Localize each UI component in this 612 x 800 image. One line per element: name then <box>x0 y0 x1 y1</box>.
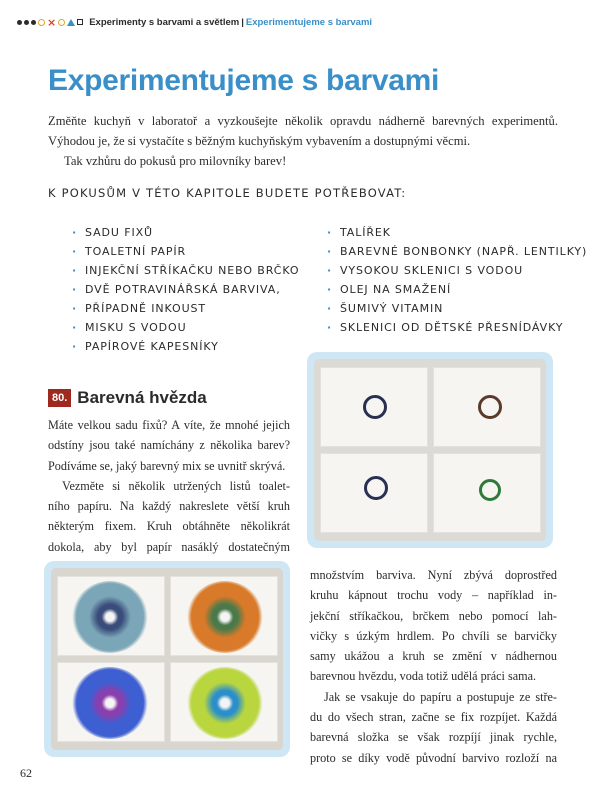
text-line: odstíny jsou také namíchány z několika barev? <box>48 438 290 453</box>
marker-circle <box>479 479 501 501</box>
paper-sheet <box>57 576 165 656</box>
list-item: · VYSOKOU SKLENICI S VODOU <box>327 261 587 280</box>
list-item: · DVĚ POTRAVINÁŘSKÁ BARVIVA, <box>72 280 299 299</box>
list-item: · SKLENICI OD DĚTSKÉ PŘESNÍDÁVKY <box>327 318 587 337</box>
list-item: · BAREVNÉ BONBONKY (NAPŘ. LENTILKY) <box>327 242 587 261</box>
text-line: samy ukážou a kruh se změní v nádhernou <box>310 649 557 664</box>
ring-icon <box>38 19 45 26</box>
text-line: barevná složka se však rozpíjí jinak rychle, <box>310 730 557 745</box>
ring-icon <box>58 19 65 26</box>
header-section: Experimenty s barvami a světlem <box>89 16 240 28</box>
needs-list-left <box>72 223 299 356</box>
photo-content <box>51 568 283 750</box>
photo-color-stars <box>44 561 290 757</box>
text-line: množstvím barviva. Nyní zbývá doprostřed <box>310 568 557 582</box>
page-number: 62 <box>20 766 32 780</box>
text-line: du do všech stran, začne se fix rozpíjet. Každá <box>310 710 557 725</box>
dot-icon <box>17 20 22 25</box>
body-text-right <box>310 565 557 768</box>
list-item: · MISKU S VODOU <box>72 318 299 337</box>
experiment-heading <box>48 388 207 408</box>
intro-paragraph: Tak vzhůru do pokusů pro milovníky barev! <box>64 154 287 168</box>
marker-circle <box>364 476 388 500</box>
list-item: · PAPÍROVÉ KAPESNÍKY <box>72 337 299 356</box>
header-current: Experimentujeme s barvami <box>245 16 373 28</box>
x-mark-icon: × <box>47 15 57 29</box>
paper-sheet <box>320 453 428 533</box>
paper-sheet <box>170 576 278 656</box>
intro-paragraph: Změňte kuchyň v laboratoř a vyzkoušejte několik opravdu nádherně barevných experimentů. Výhodou je, že si vystačíte s běžným kuchyňským vybavením a dostupnými věcmi. <box>48 114 558 148</box>
paper-sheet <box>433 453 541 533</box>
photo-marker-circles <box>307 352 553 548</box>
square-icon <box>77 19 83 25</box>
list-item: · OLEJ NA SMAŽENÍ <box>327 280 587 299</box>
paper-sheet <box>320 367 428 447</box>
text-line: Jak se vsakuje do papíru a postupuje ze stře- <box>324 689 557 704</box>
list-item: · ŠUMIVÝ VITAMIN <box>327 299 587 318</box>
color-star <box>72 581 148 653</box>
triangle-icon <box>67 19 75 26</box>
text-line: proto se díky vodě původní barvivo rozloží na <box>310 750 557 765</box>
text-line: některým fixem. Kruh obtáhněte několikrát <box>48 519 290 534</box>
dot-icon <box>24 20 29 25</box>
marker-circle <box>478 395 502 419</box>
body-text-left <box>48 415 290 557</box>
experiment-title: Barevná hvězda <box>77 388 207 407</box>
color-star <box>187 581 263 653</box>
text-line: kruhu kápnout trochu vody – například in- <box>310 588 557 603</box>
text-line: vičky s úzkým hrdlem. Po chvíli se barvičky <box>310 628 557 643</box>
list-item: · TOALETNÍ PAPÍR <box>72 242 299 261</box>
list-item-continuation: · PŘÍPADNĚ INKOUST <box>72 299 299 318</box>
header-decoration <box>17 15 83 29</box>
photo-content <box>314 359 546 541</box>
text-line: Vezměte si několik utržených listů toalet- <box>62 478 290 493</box>
needs-heading: K POKUSŮM V TÉTO KAPITOLE BUDETE POTŘEBOVAT: <box>48 186 407 200</box>
list-item: · INJEKČNÍ STŘÍKAČKU NEBO BRČKO <box>72 261 299 280</box>
dot-icon <box>31 20 36 25</box>
page-title: Experimentujeme s barvami <box>48 64 440 97</box>
list-item: · SADU FIXŮ <box>72 223 299 242</box>
list-item: · TALÍŘEK <box>327 223 587 242</box>
text-line: barevnou hvězdu, voda totiž udělá práci sama. <box>310 669 537 684</box>
intro-text <box>48 111 558 171</box>
experiment-number: 80. <box>48 389 71 407</box>
text-line: dokola, aby byl papír nasáklý dostatečným <box>48 539 290 554</box>
text-line: Podíváme se, jaký barevný mix se uvnitř skrývá. <box>48 458 286 473</box>
running-header <box>17 12 372 32</box>
marker-circle <box>363 395 387 419</box>
color-star <box>187 667 263 739</box>
text-line: Máte velkou sadu fixů? A víte, že mnohé jejich <box>48 418 290 432</box>
paper-sheet <box>57 662 165 742</box>
paper-sheet <box>433 367 541 447</box>
text-line: jekční stříkačkou, brčkem nebo pomocí lah- <box>310 608 557 623</box>
text-line: ního papíru. Na každý nakreslete větší kruh <box>48 499 290 514</box>
header-separator: | <box>241 16 244 28</box>
paper-sheet <box>170 662 278 742</box>
needs-list-right <box>327 223 587 337</box>
color-star <box>72 667 148 739</box>
